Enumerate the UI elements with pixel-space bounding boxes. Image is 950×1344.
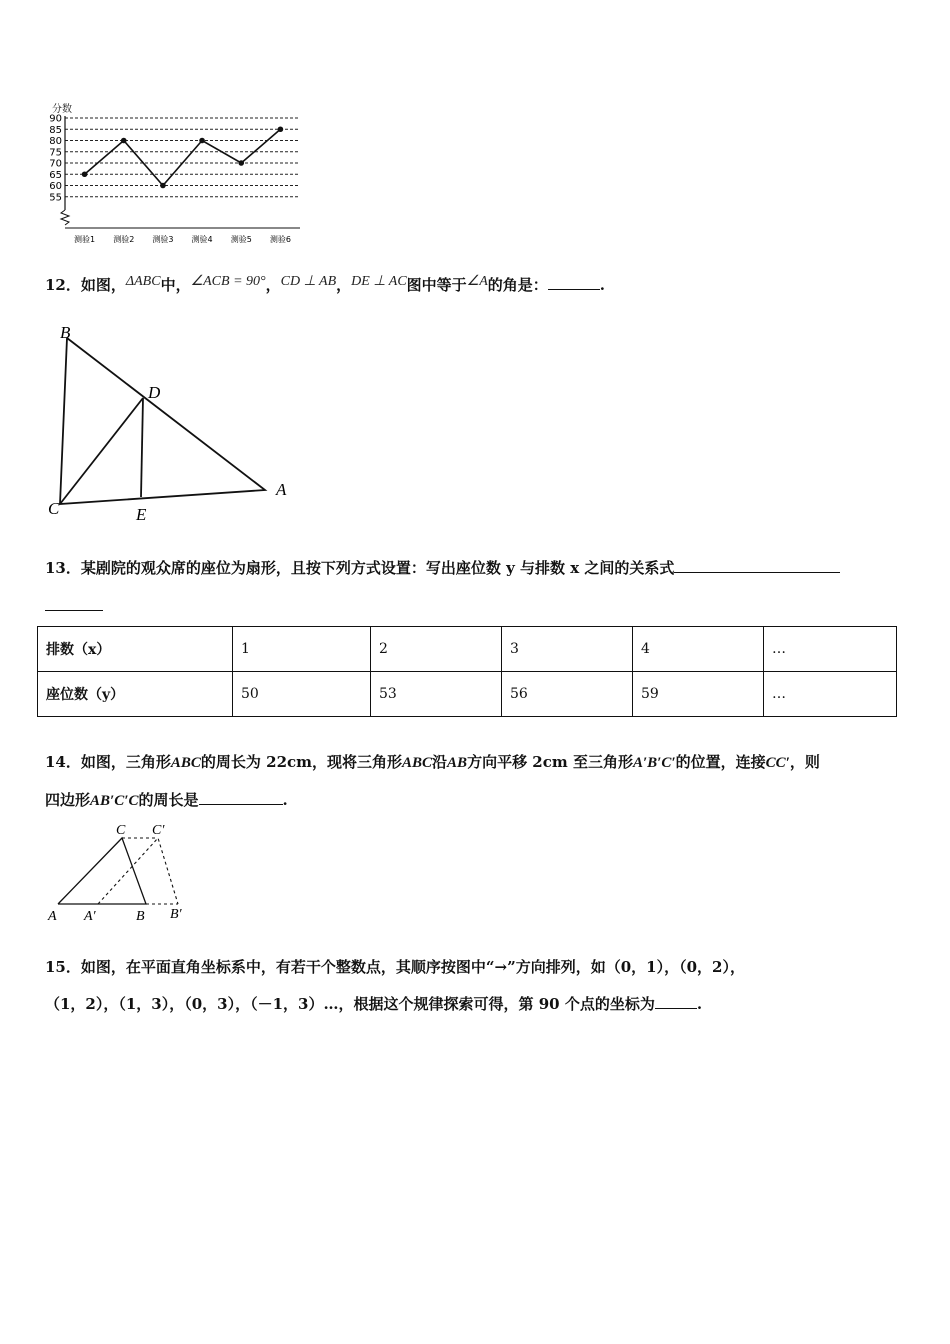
q14-answer-blank [199, 804, 283, 805]
table-cell: 56 [502, 672, 633, 717]
table-cell: 4 [633, 627, 764, 672]
seat-table [37, 626, 897, 717]
q15-number: 15． [45, 958, 81, 976]
q13-number: 13． [45, 559, 81, 577]
q12-triangle-figure [40, 320, 310, 525]
table-cell: 3 [502, 627, 633, 672]
score-series-line [85, 129, 281, 185]
label-c: C [48, 499, 60, 518]
q14-abc-2: ABC [402, 755, 433, 771]
table-cell: … [764, 672, 897, 717]
y-tick-label: 60 [49, 181, 62, 192]
q15-end: . [696, 995, 703, 1013]
q12-sep-1: ， [265, 276, 281, 294]
table-cell: 59 [633, 672, 764, 717]
table-cell: … [764, 627, 897, 672]
y-tick-label: 80 [49, 136, 62, 147]
q12-number: 12． [45, 276, 81, 294]
question-15-line-1 [45, 956, 745, 977]
q12-answer-blank [548, 289, 600, 290]
q12-end: . [599, 276, 606, 294]
q14-text-e: 的位置，连接 [675, 753, 766, 771]
score-line-chart [40, 98, 310, 248]
data-point [121, 138, 127, 144]
data-point [82, 171, 88, 177]
q13-answer-blank-1 [674, 572, 840, 573]
label-a: A [48, 909, 57, 924]
q15-text-2: （1，2），（1，3），（0，3），（－1，3）…，根据这个规律探索可得，第 90 个点的坐标为 [45, 995, 655, 1013]
q14-text-d: 方向平移 2cm 至三角形 [467, 753, 633, 771]
y-tick-label: 90 [49, 113, 62, 125]
question-14-line-1 [45, 751, 820, 772]
q13-text: 某剧院的观众席的座位为扇形，且按下列方式设置：写出座位数 y 与排数 x 之间的关系式 [80, 559, 675, 577]
q15-answer-blank [655, 1008, 697, 1009]
triangle-abc-solid [58, 838, 146, 904]
q12-text-2: 中， [160, 276, 191, 294]
q14-cc: CC′ [765, 755, 790, 771]
label-a-prime: A′ [84, 909, 96, 924]
question-13 [45, 557, 840, 578]
q14-text-c: 沿 [432, 753, 448, 771]
y-tick-label: 55 [49, 192, 62, 204]
label-c-prime: C′ [152, 823, 165, 838]
q14-text-f: ，则 [789, 753, 820, 771]
label-b: B [60, 323, 71, 342]
q14-number: 14． [45, 753, 81, 771]
q12-math-angle-a: ∠A [466, 274, 488, 289]
label-a: A [276, 480, 287, 499]
q14-quad: AB′C′C [90, 793, 139, 809]
label-b: B [136, 909, 145, 924]
q14-abc-1: ABC [170, 755, 201, 771]
question-15-line-2 [45, 993, 702, 1014]
q12-text-1: 如图， [80, 276, 126, 294]
segment-cd [60, 398, 143, 504]
q13-answer-blank-2 [45, 594, 103, 611]
question-14-line-2 [45, 789, 288, 810]
table-row [38, 627, 897, 672]
x-tick-label: 测验2 [113, 235, 135, 244]
q12-math-cd-perp: CD ⊥ AB [280, 274, 337, 289]
q12-text-3: 图中等于 [406, 276, 467, 294]
q12-math-triangle: ΔABC [125, 274, 161, 289]
x-tick-label: 测验1 [74, 235, 96, 244]
triangle-abc [60, 338, 265, 504]
q12-sep-2: ， [336, 276, 352, 294]
x-tick-label: 测验5 [230, 235, 252, 244]
q14-text-b: 的周长为 22cm，现将三角形 [200, 753, 403, 771]
table-row [38, 672, 897, 717]
label-e: E [136, 505, 147, 524]
data-point [278, 126, 284, 132]
label-b-prime: B′ [170, 907, 182, 922]
table-cell: 排数（x） [38, 627, 233, 672]
q14-text-g: 四边形 [45, 791, 91, 809]
axis-break-icon [61, 210, 69, 225]
label-d: D [148, 383, 161, 402]
label-c: C [116, 823, 126, 838]
x-tick-label: 测验4 [191, 235, 213, 244]
table-cell: 1 [233, 627, 371, 672]
triangle-a2b2c2-dashed [98, 838, 178, 904]
q12-math-angle: ∠ACB = 90° [190, 274, 266, 289]
table-cell: 53 [371, 672, 502, 717]
x-tick-label: 测验3 [152, 235, 174, 244]
x-tick-label: 测验6 [269, 235, 291, 244]
q14-end: . [282, 791, 288, 809]
table-cell: 座位数（y） [38, 672, 233, 717]
q14-text-a: 如图，三角形 [80, 753, 171, 771]
y-tick-label: 75 [49, 147, 62, 159]
y-tick-label: 65 [49, 169, 62, 181]
q14-translation-figure [40, 818, 200, 928]
table-cell: 50 [233, 672, 371, 717]
q12-math-de-perp: DE ⊥ AC [351, 274, 407, 289]
q14-text-h: 的周长是 [138, 791, 199, 809]
q14-abc-3: A′B′C′ [632, 755, 676, 771]
question-12 [45, 274, 605, 295]
q12-text-4: 的角是： [487, 276, 548, 294]
data-point [199, 138, 205, 144]
segment-de [141, 398, 143, 497]
q14-ab: AB [447, 755, 468, 771]
data-point [160, 183, 166, 189]
data-point [238, 160, 244, 166]
y-tick-label: 70 [49, 158, 62, 170]
q15-text-1: 如图，在平面直角坐标系中，有若干个整数点，其顺序按图中“→”方向排列，如（0，1），（0，2）， [80, 958, 745, 976]
table-cell: 2 [371, 627, 502, 672]
y-axis-title: 分数 [52, 104, 72, 115]
y-tick-label: 85 [49, 124, 62, 136]
